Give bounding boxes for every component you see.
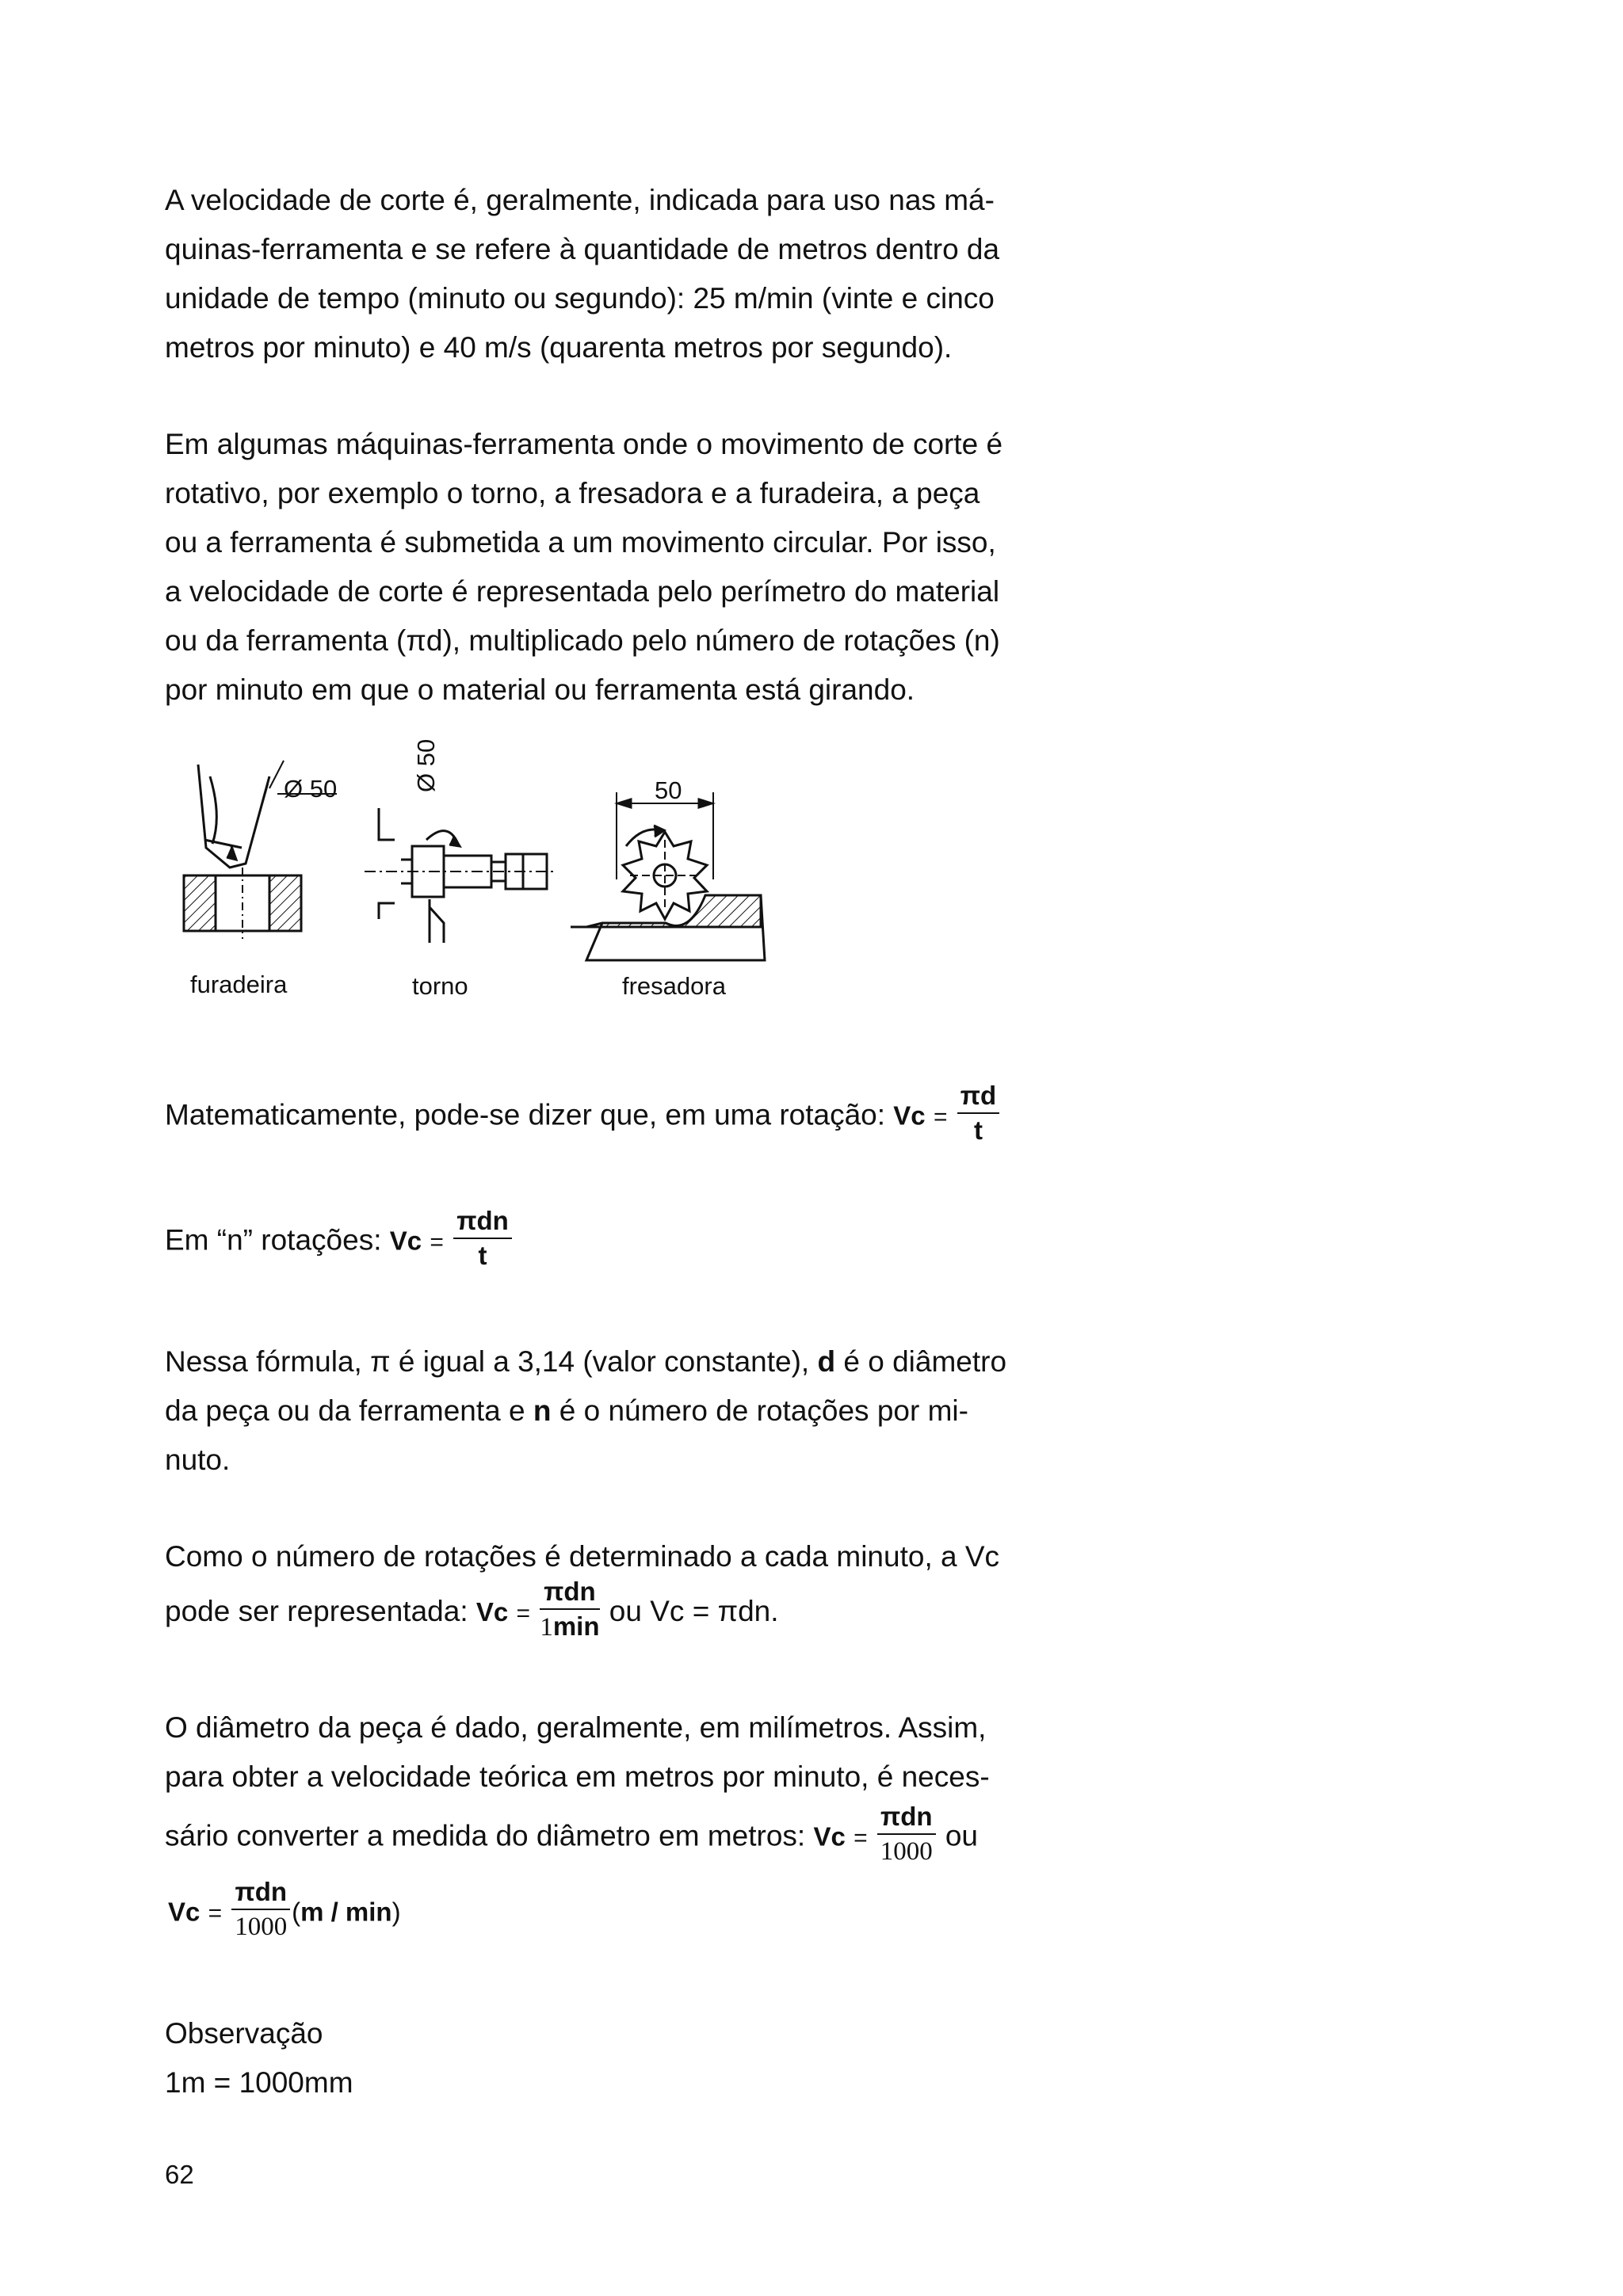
text-line: metros por minuto) e 40 m/s (quarenta metros por segundo).	[165, 331, 953, 364]
equation-conversion	[165, 1802, 978, 1869]
text-line: rotativo, por exemplo o torno, a fresadora e a furadeira, a peça	[165, 477, 980, 509]
text-line: unidade de tempo (minuto ou segundo): 25 m/min (vinte e cinco	[165, 282, 995, 315]
text-line: O diâmetro da peça é dado, geralmente, em milímetros. Assim,	[165, 1711, 987, 1744]
equation-intro-text: pode ser representada:	[165, 1594, 468, 1627]
vc-symbol: Vc	[389, 1226, 422, 1256]
equals-sign: =	[430, 1229, 444, 1256]
mill-width-label: 50	[655, 776, 682, 804]
equation-final	[168, 1877, 401, 1944]
vc-symbol: Vc	[168, 1897, 200, 1927]
text-line: ou a ferramenta é submetida a um movimento circular. Por isso,	[165, 526, 996, 559]
equation-intro-text: Em “n” rotações:	[165, 1223, 382, 1257]
text-line: a velocidade de corte é representada pelo perímetro do material	[165, 575, 1000, 608]
equation-n-rotations	[165, 1206, 514, 1273]
bold-variable-d: d	[817, 1345, 836, 1378]
paragraph-conversion	[165, 1703, 1052, 1802]
text-span: é o diâmetro	[835, 1345, 1007, 1378]
numerator: πdn	[453, 1207, 512, 1239]
observation-block	[165, 2009, 1052, 2107]
fraction	[453, 1207, 512, 1270]
text-line	[165, 1386, 1052, 1436]
paragraph-cutting-speed-intro	[165, 176, 1052, 372]
machining-figure	[174, 753, 792, 974]
text-span: da peça ou da ferramenta e	[165, 1394, 533, 1427]
denominator: t	[973, 1116, 983, 1145]
denominator: 1000	[235, 1913, 288, 1941]
unit-open-paren: (	[292, 1897, 301, 1927]
vc-symbol: Vc	[813, 1821, 846, 1852]
mill-caption: fresadora	[622, 972, 726, 1000]
equation-intro-text: Matematicamente, pode-se dizer que, em uma rotação:	[165, 1098, 886, 1131]
observation-title: Observação	[165, 2017, 323, 2050]
lathe-diameter-label: Ø 50	[412, 738, 440, 792]
equals-sign: =	[516, 1600, 531, 1627]
equation-per-minute	[165, 1577, 779, 1645]
drill-caption: furadeira	[190, 971, 288, 998]
vc-symbol: Vc	[893, 1100, 926, 1131]
text-line: para obter a velocidade teórica em metros por minuto, é neces-	[165, 1760, 990, 1793]
denominator-unit: min	[552, 1611, 600, 1641]
text-line	[165, 1337, 1052, 1386]
page-number: 62	[165, 2160, 194, 2189]
vc-symbol: Vc	[475, 1596, 509, 1627]
observation-text: 1m = 1000mm	[165, 2066, 353, 2099]
denominator: t	[478, 1241, 487, 1270]
text-line: A velocidade de corte é, geralmente, indicada para uso nas má-	[165, 184, 995, 216]
numerator: πdn	[231, 1878, 290, 1910]
lathe-drawing	[365, 808, 555, 943]
drill-diameter-label: Ø 50	[284, 775, 338, 803]
equation-tail-text: ou	[945, 1819, 978, 1852]
text-span: Nessa fórmula, π é igual a 3,14 (valor constante),	[165, 1345, 818, 1378]
fraction	[540, 1578, 599, 1642]
denominator-number: 1	[540, 1613, 553, 1642]
text-line: nuto.	[165, 1444, 231, 1476]
text-line: ou da ferramenta (πd), multiplicado pelo número de rotações (n)	[165, 624, 1000, 657]
equation-intro-text: sário converter a medida do diâmetro em metros:	[165, 1819, 806, 1852]
paragraph-rotating-machines	[165, 420, 1052, 715]
numerator: πdn	[877, 1803, 936, 1835]
text-span: é o número de rotações por mi-	[551, 1394, 968, 1427]
text-line: Em algumas máquinas-ferramenta onde o movimento de corte é	[165, 428, 1003, 460]
mill-drawing	[571, 792, 765, 960]
equals-sign: =	[208, 1900, 223, 1927]
unit-close-paren: )	[391, 1897, 401, 1927]
denominator	[540, 1610, 599, 1642]
equation-one-rotation	[165, 1081, 1001, 1148]
paragraph-formula-explanation	[165, 1337, 1052, 1485]
text-line: Como o número de rotações é determinado a cada minuto, a Vc	[165, 1540, 1000, 1573]
fraction	[957, 1082, 999, 1145]
equals-sign: =	[933, 1104, 948, 1131]
paragraph-per-minute	[165, 1532, 1052, 1581]
equals-sign: =	[854, 1825, 868, 1852]
fraction	[877, 1803, 936, 1866]
bold-variable-n: n	[533, 1394, 552, 1427]
numerator: πd	[957, 1082, 999, 1114]
numerator: πdn	[540, 1578, 599, 1610]
fraction	[231, 1878, 290, 1941]
lathe-caption: torno	[412, 972, 468, 1000]
unit-text: m / min	[300, 1897, 392, 1927]
text-line: por minuto em que o material ou ferramenta está girando.	[165, 673, 915, 706]
text-line: quinas-ferramenta e se refere à quantidade de metros dentro da	[165, 233, 1000, 265]
equation-tail-text: ou Vc = πdn.	[609, 1594, 779, 1627]
denominator: 1000	[880, 1837, 933, 1866]
